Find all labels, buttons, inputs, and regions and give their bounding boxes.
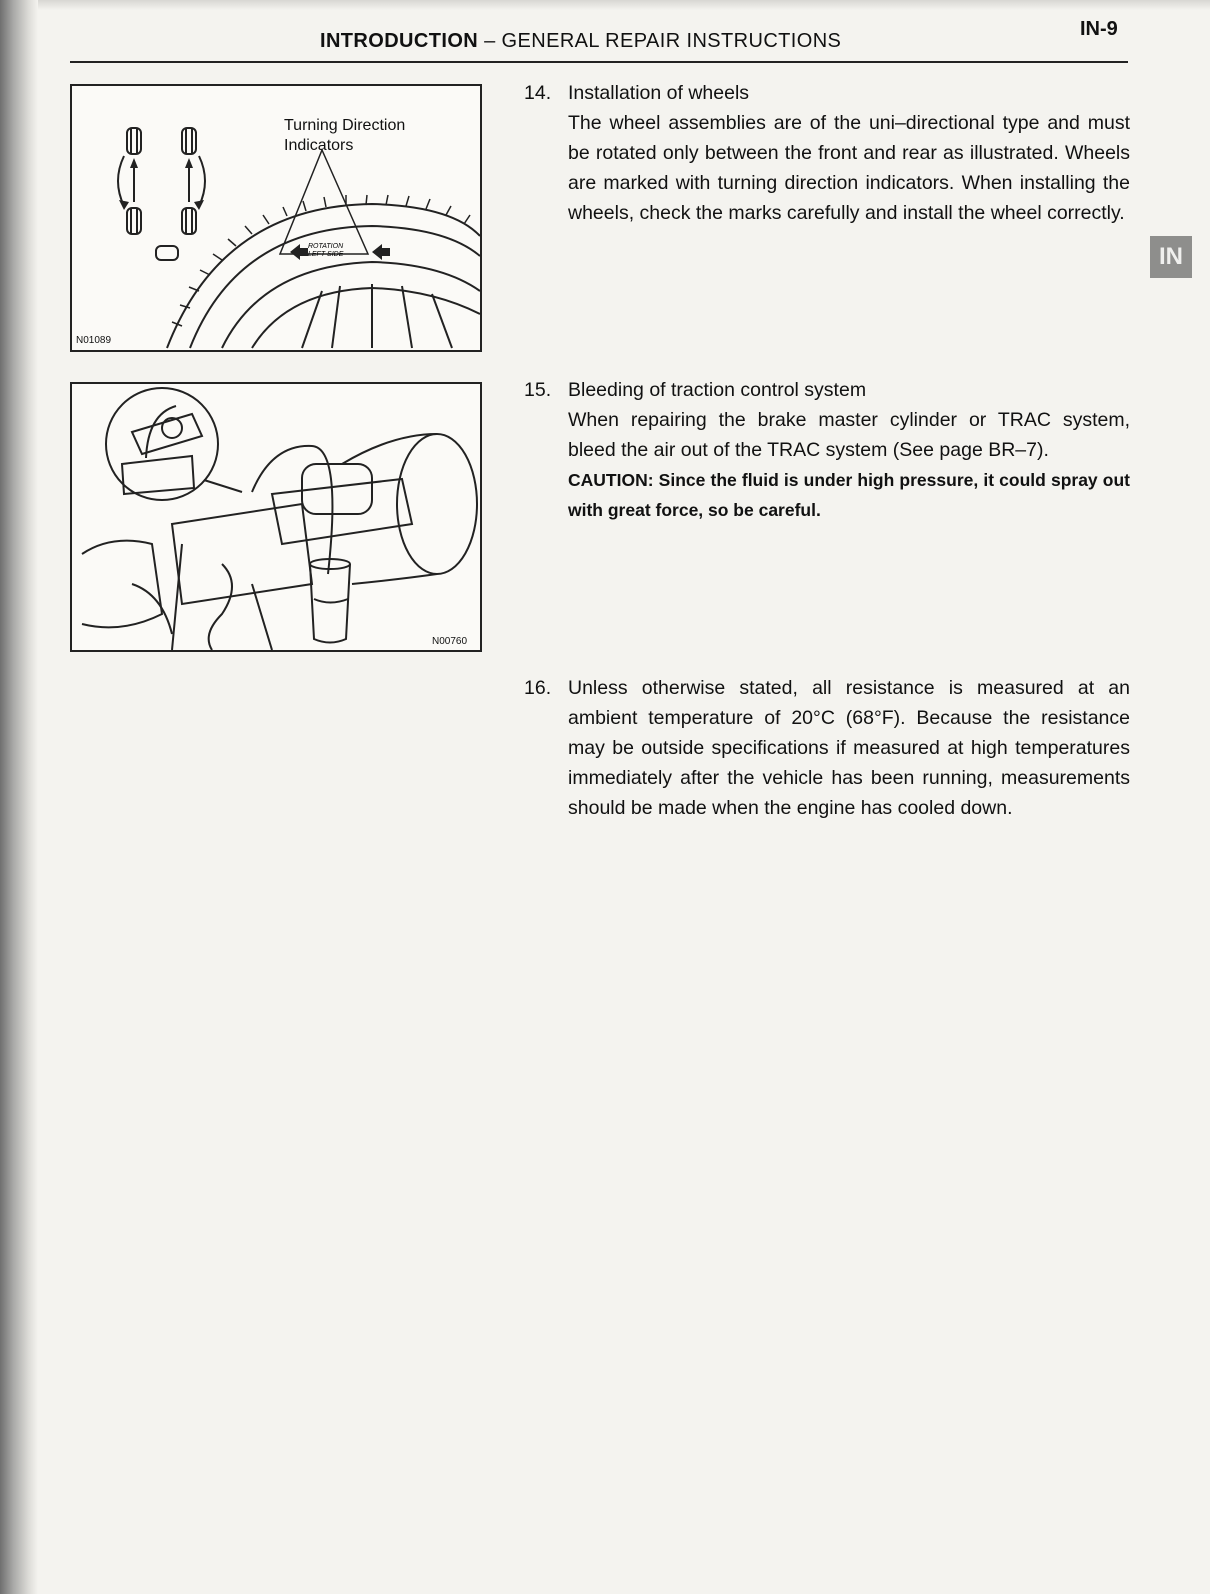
tire-text-side: LEFT SIDE bbox=[308, 251, 344, 258]
figure-label bbox=[284, 116, 405, 156]
item-number: 15. bbox=[524, 379, 552, 401]
item-number: 14. bbox=[524, 82, 552, 104]
title-rest: – GENERAL REPAIR INSTRUCTIONS bbox=[478, 30, 842, 52]
page-number: IN-9 bbox=[1080, 18, 1118, 40]
tire-text-rotation: ROTATION bbox=[308, 243, 344, 250]
page-title bbox=[320, 30, 841, 53]
item-title: Installation of wheels bbox=[568, 82, 750, 104]
bleeding-drawing bbox=[72, 384, 480, 650]
figure-label-line2: Indicators bbox=[284, 137, 354, 154]
wheel-rotation-figure bbox=[70, 84, 482, 352]
title-bold: INTRODUCTION bbox=[320, 30, 479, 52]
item-text: The wheel assemblies are of the uni–directional type and must be rotated only between the front and rear as illustrated. Wheels are marked with turning direction indicators. When installing the wheels, check the marks carefully and install the wheel correctly. bbox=[568, 112, 1130, 224]
wheel-rotation-drawing bbox=[72, 86, 480, 350]
item-title: Bleeding of traction control system bbox=[568, 379, 867, 401]
figure-code-2: N00760 bbox=[432, 636, 468, 647]
caution-note: CAUTION: Since the fluid is under high pressure, it could spray out with great force, so be careful. bbox=[568, 470, 1130, 520]
section-tab: IN bbox=[1150, 236, 1192, 278]
header-rule bbox=[70, 61, 1128, 63]
figure-label-line1: Turning Direction bbox=[284, 117, 406, 134]
item-number: 16. bbox=[524, 677, 552, 699]
item-text: When repairing the brake master cylinder or TRAC system, bleed the air out of the TRAC system (See page BR–7). bbox=[568, 409, 1130, 461]
bleeding-figure bbox=[70, 382, 482, 652]
figure-code: N01089 bbox=[76, 335, 112, 346]
binding-shadow bbox=[0, 0, 38, 1594]
top-shadow bbox=[38, 0, 1210, 10]
item-text: Unless otherwise stated, all resistance is measured at an ambient temperature of 20°C (68°F). Because the resistance may be outside specifications if measured at high temperatures immediately after the vehicle has been running, measurements should be made when the engine has cooled down. bbox=[568, 677, 1130, 819]
